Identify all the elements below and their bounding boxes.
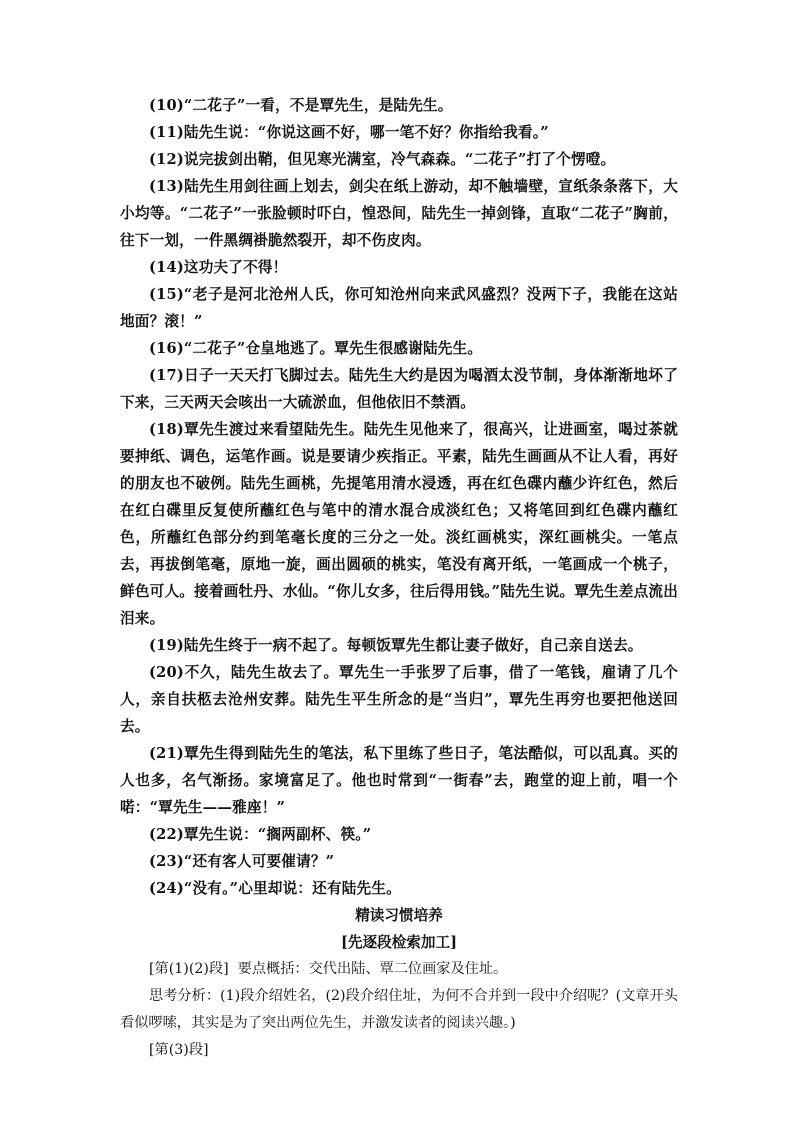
paragraph-23: (23)“还有客人可要催请？” bbox=[149, 853, 335, 870]
analysis-p3-label: [第(3)段] bbox=[149, 1042, 209, 1058]
paragraph-16: (16)“二花子”仓皇地逃了。覃先生很感谢陆先生。 bbox=[149, 340, 483, 357]
paragraph-21: (21)覃先生得到陆先生的笔法，私下里练了些日子，笔法酷似，可以乱真。买的人也多，名气渐扬。家境富足了。他也时常到“一街春”去，跑堂的迎上前，唱一个喏：“覃先生——雅座！” bbox=[120, 745, 678, 816]
paragraph-19: (19)陆先生终于一病不起了。每顿饭覃先生都让妻子做好，自己亲自送去。 bbox=[149, 637, 643, 654]
paragraph-11: (11)陆先生说：“你说这画不好，哪一笔不好？你指给我看。” bbox=[149, 124, 549, 141]
paragraph-22: (22)覃先生说：“搁两副杯、筷。” bbox=[149, 826, 372, 843]
paragraph-18: (18)覃先生渡过来看望陆先生。陆先生见他来了，很高兴，让进画室，喝过茶就要抻纸、调色，运笔作画。说是要请少疾指正。平素，陆先生画画从不让人看，再好的朋友也不破例。陆先生画桃，先提笔用清水浸透，再在红色碟内蘸少许红色，然后在红白碟里反复使所蘸红色与笔中的清水混合成淡红色；又将笔回到红色碟内蘸红色，所蘸红色部分约到笔毫长度的三分之一处。淡红画桃实，深红画桃尖。一笔点去，再拔倒笔毫，原地一旋，画出圆硕的桃实，笔没有离开纸，一笔画成一个桃子，鲜色可人。接着画牡丹、水仙。“你儿女多，往后得用钱。”陆先生说。覃先生差点流出泪来。 bbox=[120, 421, 678, 627]
analysis-p1-thinking: 思考分析：(1)段介绍姓名，(2)段介绍住址，为何不合并到一段中介绍呢？(文章开头看似啰嗦，其实是为了突出两位先生，并激发读者的阅读兴趣。) bbox=[120, 988, 678, 1031]
paragraph-14: (14)这功夫了不得！ bbox=[149, 259, 288, 276]
paragraph-17: (17)日子一天天打飞脚过去。陆先生大约是因为喝酒太没节制，身体渐渐地坏了下来，三天两天会咳出一大硫淤血，但他依旧不禁酒。 bbox=[120, 367, 678, 411]
text-body bbox=[120, 92, 678, 1064]
analysis-p1-label: [第(1)(2)段] bbox=[149, 961, 229, 977]
paragraph-20: (20)不久，陆先生故去了。覃先生一手张罗了后事，借了一笔钱，雇请了几个人，亲自扶柩去沧州安葬。陆先生平生所念的是“当归”，覃先生再穷也要把他送回去。 bbox=[120, 664, 678, 735]
analysis-p1-heading bbox=[120, 956, 678, 983]
paragraph-15: (15)“老子是河北沧州人氏，你可知沧州向来武风盛烈？没两下子，我能在这站地面？滚！” bbox=[120, 286, 678, 330]
paragraph-10: (10)“二花子”一看，不是覃先生，是陆先生。 bbox=[149, 97, 453, 114]
analysis-p1-summary: 要点概括：交代出陆、覃二位画家及住址。 bbox=[237, 961, 508, 977]
paragraph-24: (24)“没有。”心里却说：还有陆先生。 bbox=[149, 880, 401, 897]
paragraph-12: (12)说完拔剑出鞘，但见寒光满室，冷气森森。“二花子”打了个愣噔。 bbox=[149, 151, 616, 168]
section-subtitle: [先逐段检索加工] bbox=[341, 934, 457, 951]
paragraph-13: (13)陆先生用剑往画上划去，剑尖在纸上游动，却不触墙壁，宣纸条条落下，大小均等。“二花子”一张脸顿时吓白，惶恐间，陆先生一掉剑锋，直取“二花子”胸前，往下一划，一件黑绸褂脆然裂开，却不伤皮肉。 bbox=[120, 178, 678, 249]
section-title: 精读习惯培养 bbox=[355, 907, 443, 924]
